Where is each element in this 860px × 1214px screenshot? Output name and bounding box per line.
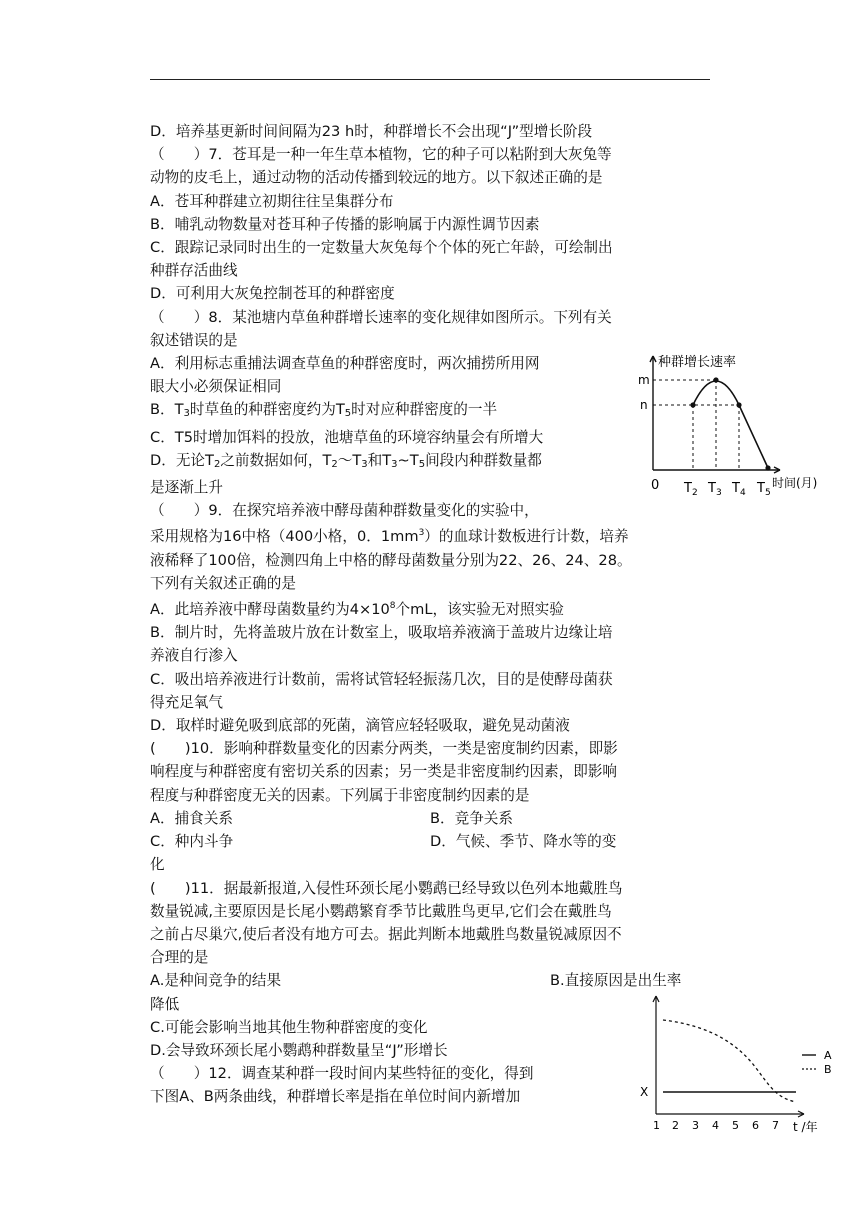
q10-option-c: C．种内斗争 <box>150 833 234 851</box>
q11-stem-4: 合理的是 <box>150 949 209 967</box>
document-body <box>150 120 710 1109</box>
q7-option-d: D．可利用大灰兔控制苍耳的种群密度 <box>150 285 395 303</box>
q9-option-c-2: 得充足氧气 <box>150 693 223 711</box>
fig2-curve-b <box>663 1020 796 1102</box>
q7-stem: （ ）7．苍耳是一种一年生草本植物，它的种子可以粘附到大灰兔等 <box>150 146 612 164</box>
fig2-tick-7: 7 <box>772 1119 779 1132</box>
fig2-tick-6: 6 <box>752 1119 759 1132</box>
q8-option-d: D．无论$T_2$之前数据如何，$T_2\sim T_3$和$T_3\sim T_5$间段内种群数量都 <box>150 451 542 470</box>
fig2-legend-b: B <box>824 1063 832 1076</box>
q8-option-c: C．T5时增加饵料的投放，池塘草鱼的环境容纳量会有所增大 <box>150 428 544 446</box>
q10-options-ab <box>150 807 710 830</box>
q10-options-cd <box>150 830 710 853</box>
q7-stem-2: 动物的皮毛上，通过动物的活动传播到较远的地方。以下叙述正确的是 <box>150 169 603 187</box>
fig1-label-m: m <box>638 373 650 387</box>
fig1-point-t3 <box>713 377 718 382</box>
q7-option-c: C．跟踪记录同时出生的一定数量大灰兔每个个体的死亡年龄，可绘制出 <box>150 239 613 257</box>
header-rule <box>150 79 710 80</box>
fig1-point-t2 <box>690 402 695 407</box>
fig2-legend-a: A <box>824 1049 832 1062</box>
q12-stem-2: 下图A、B两条曲线，种群增长率是指在单位时间内新增加 <box>150 1088 521 1106</box>
q9-option-c: C．吸出培养液进行计数前，需将试管轻轻振荡几次，目的是使酵母菌获 <box>150 670 613 688</box>
q11-stem-2: 数量锐减,主要原因是长尾小鹦鹉繁育季节比戴胜鸟更早,它们会在戴胜鸟 <box>150 902 612 920</box>
fig2-tick-4: 4 <box>712 1119 719 1132</box>
q9-option-b: B．制片时，先将盖玻片放在计数室上，吸取培养液滴于盖玻片边缘让培 <box>150 624 613 642</box>
q10-stem-2: 响程度与种群密度有密切关系的因素；另一类是非密度制约因素，即影响 <box>150 763 618 781</box>
fig1-tick-t2: $T_2$ <box>684 481 698 498</box>
fig1-y-label: 种群增长速率 <box>658 355 737 370</box>
q8-stem-2: 叙述错误的是 <box>150 331 238 349</box>
fig2-tick-1: 1 <box>653 1119 660 1132</box>
growth-rate-figure <box>620 350 835 515</box>
q7-option-b: B．哺乳动物数量对苍耳种子传播的影响属于内源性调节因素 <box>150 215 540 233</box>
q10-option-a: A．捕食关系 <box>150 809 233 827</box>
q8-option-b: B．$T_3$时草鱼的种群密度约为$T_5$时对应种群密度的一半 <box>150 401 498 420</box>
q11-option-a: A.是种间竞争的结果 <box>150 972 282 990</box>
q11-option-c: C.可能会影响当地其他生物种群密度的变化 <box>150 1018 428 1036</box>
q10-option-d: D．气候、季节、降水等的变 <box>430 833 617 851</box>
q11-stem: ( )11．据最新报道,入侵性环颈长尾小鹦鹉已经导致以色列本地戴胜鸟 <box>150 879 623 897</box>
q10-stem: ( )10．影响种群数量变化的因素分两类，一类是密度制约因素，即影 <box>150 740 618 758</box>
q9-stem-4: 下列有关叙述正确的是 <box>150 574 296 592</box>
q9-stem: （ ）9．在探究培养液中酵母菌种群数量变化的实验中， <box>150 502 539 520</box>
fig1-tick-t5: $T_5$ <box>757 481 771 498</box>
q9-option-a: A．此培养液中酵母菌数量约为$4\times 10^8$个mL，该实验无对照实验 <box>150 601 564 619</box>
q11-option-d: D.会导致环颈长尾小鹦鹉种群数量呈“J”形增长 <box>150 1041 448 1059</box>
q9-option-b-2: 养液自行渗入 <box>150 647 238 665</box>
q10-option-b: B．竞争关系 <box>430 809 513 827</box>
fig1-tick-t3: $T_3$ <box>708 481 722 498</box>
q6-option-d: D．培养基更新时间间隔为23 h时，种群增长不会出现“J”型增长阶段 <box>150 123 593 140</box>
fig2-tick-5: 5 <box>732 1119 739 1132</box>
fig2-x-level: X <box>640 1085 649 1099</box>
q10-option-d-2: 化 <box>150 856 165 874</box>
q8-option-d-2: 是逐渐上升 <box>150 479 223 497</box>
fig1-tick-t4: $T_4$ <box>732 481 746 498</box>
q8-stem: （ ）8．某池塘内草鱼种群增长速率的变化规律如图所示。下列有关 <box>150 308 612 326</box>
curves-ab-figure <box>636 990 846 1136</box>
q7-option-a: A．苍耳种群建立初期往往呈集群分布 <box>150 192 394 210</box>
fig1-curve <box>693 381 768 468</box>
q9-stem-2: 采用规格为16中格（400小格，0．$1mm^3$）的血球计数板进行计数，培养 <box>150 528 629 546</box>
fig1-origin: 0 <box>651 478 660 493</box>
fig1-point-t4 <box>736 402 741 407</box>
q11-stem-3: 之前占尽巢穴,使后者没有地方可去。据此判断本地戴胜鸟数量锐减原因不 <box>150 925 622 943</box>
q11-option-b: B.直接原因是出生率 <box>550 972 682 990</box>
fig2-tick-2: 2 <box>672 1119 679 1132</box>
q11-option-b-2: 降低 <box>150 995 180 1013</box>
q7-option-c-2: 种群存活曲线 <box>150 262 238 280</box>
fig1-point-t5 <box>765 465 770 470</box>
q9-option-d: D．取样时避免吸到底部的死菌，滴管应轻轻吸取，避免晃动菌液 <box>150 717 570 735</box>
q8-option-a-2: 眼大小必须保证相同 <box>150 378 282 396</box>
fig1-x-label: 时间(月) <box>772 476 818 490</box>
q11-options-ab <box>150 969 710 992</box>
q8-option-a: A．利用标志重捕法调查草鱼的种群密度时，两次捕捞所用网 <box>150 355 540 373</box>
q9-stem-3: 液稀释了100倍，检测四角上中格的酵母菌数量分别为22、26、24、28。 <box>150 551 632 569</box>
fig1-label-n: n <box>640 398 648 412</box>
q10-stem-3: 程度与种群密度无关的因素。下列属于非密度制约因素的是 <box>150 786 530 804</box>
fig2-tick-3: 3 <box>692 1119 699 1132</box>
q12-stem: （ ）12．调查某种群一段时间内某些特征的变化，得到 <box>150 1065 534 1083</box>
fig2-x-label: t /年 <box>793 1120 818 1134</box>
